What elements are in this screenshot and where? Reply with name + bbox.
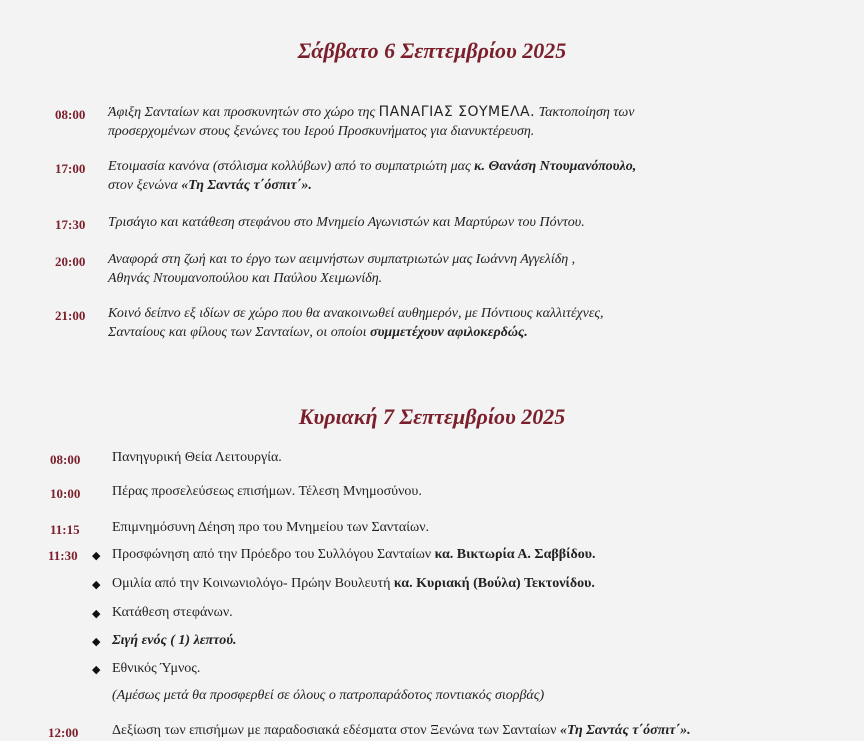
sat-2100-line2 <box>108 323 528 342</box>
sunday-title: Κυριακή 7 Σεπτεμβρίου 2025 <box>298 404 566 429</box>
time-sun-1000: 10:00 <box>50 486 81 501</box>
time-sun-1115: 11:15 <box>50 522 80 537</box>
siorvas-note: (Αμέσως μετά θα προσφερθεί σε όλους ο πατροπαράδοτος ποντιακός σιορβάς) <box>112 688 545 703</box>
text-part: Τακτοποίηση των <box>535 105 635 120</box>
text-bold: συμμετέχουν αφιλοκερδώς. <box>370 325 528 340</box>
time-sun-1130: 11:30 <box>48 548 78 563</box>
text-part: Σανταίους και φίλους των Σανταίων, οι οποίοι <box>108 325 371 340</box>
text-part: Κατάθεση στεφάνων. <box>112 605 233 620</box>
text-part: Εθνικός Ύμνος. <box>112 661 201 676</box>
program-item-4 <box>112 631 237 650</box>
sat-2000-line2: Αθηνάς Ντουμανοπούλου και Παύλου Χειμωνίδη. <box>108 271 383 286</box>
program-item-5 <box>112 659 200 678</box>
diamond-bullet-icon: ◆ <box>92 664 101 676</box>
sat-0800-line2: προσερχομένων στους ξενώνες του Ιερού Προσκυνήματος για διανυκτέρευση. <box>108 124 535 139</box>
text-bold: «Τη Σαντάς τ΄όσπιτ΄». <box>181 178 312 193</box>
sun-1115-text: Επιμνημόσυνη Δέηση προ του Μνημείου των Σανταίων. <box>112 520 430 535</box>
time-sat-0800: 08:00 <box>55 107 86 122</box>
sun-1000-text: Πέρας προσελεύσεως επισήμων. Τέλεση Μνημοσύνου. <box>112 484 422 499</box>
sun-0800-text: Πανηγυρική Θεία Λειτουργία. <box>112 450 282 465</box>
program-item-2 <box>112 574 595 593</box>
text-part: Άφιξη Σανταίων και προσκυνητών στο χώρο της <box>108 105 379 120</box>
text-bold: κ. Θανάση Ντουμανόπουλο, <box>474 159 637 174</box>
program-item-1 <box>112 545 596 564</box>
text-part: Ομιλία από την Κοινωνιολόγο- Πρώην Βουλευτή <box>112 576 394 591</box>
sat-1700-line2 <box>108 176 312 195</box>
text-bold: «Τη Σαντάς τ΄όσπιτ΄». <box>559 723 691 738</box>
text-part: Ετοιμασία κανόνα (στόλισμα κολλύβων) από το συμπατριώτη μας <box>108 159 475 174</box>
diamond-bullet-icon: ◆ <box>92 608 101 620</box>
time-sat-1700: 17:00 <box>55 161 86 176</box>
sat-1700-line1 <box>108 157 636 176</box>
sat-0800-line1 <box>108 103 634 122</box>
sat-2000-line1: Αναφορά στη ζωή και το έργο των αειμνήστων συμπατριωτών μας Ιωάννη Αγγελίδη , <box>108 252 576 267</box>
text-bold: κα. Βικτωρία Α. Σαββίδου. <box>434 547 596 562</box>
time-sat-2100: 21:00 <box>55 308 86 323</box>
diamond-bullet-icon: ◆ <box>92 550 101 562</box>
diamond-bullet-icon: ◆ <box>92 636 101 648</box>
text-part: Προσφώνηση από την Πρόεδρο του Συλλόγου Σανταίων <box>112 547 435 562</box>
time-sat-2000: 20:00 <box>55 254 86 269</box>
program-item-3 <box>112 603 233 622</box>
text-part: στον ξενώνα <box>108 178 182 193</box>
sat-2100-line1: Κοινό δείπνο εξ ιδίων σε χώρο που θα ανακοινωθεί αυθημερόν, με Πόντιους καλλιτέχνες, <box>108 306 604 321</box>
time-sun-0800: 08:00 <box>50 452 81 467</box>
text-part: Δεξίωση των επισήμων με παραδοσιακά εδέσματα στον Ξενώνα των Σανταίων <box>112 723 560 738</box>
saturday-title: Σάββατο 6 Σεπτεμβρίου 2025 <box>297 38 567 63</box>
text-bold: κα. Κυριακή (Βούλα) Τεκτονίδου. <box>393 576 595 591</box>
sun-1200-text <box>112 721 691 740</box>
text-bold: Σιγή ενός ( 1) λεπτού. <box>112 633 237 648</box>
diamond-bullet-icon: ◆ <box>92 579 101 591</box>
time-sun-1200: 12:00 <box>48 725 79 740</box>
sat-1730-line1: Τρισάγιο και κατάθεση στεφάνου στο Μνημείο Αγωνιστών και Μαρτύρων του Πόντου. <box>108 215 585 230</box>
time-sat-1730: 17:30 <box>55 217 86 232</box>
panagia-soumela-label: ΠΑΝΑΓΙΑΣ ΣΟΥΜΕΛΑ. <box>378 104 536 120</box>
